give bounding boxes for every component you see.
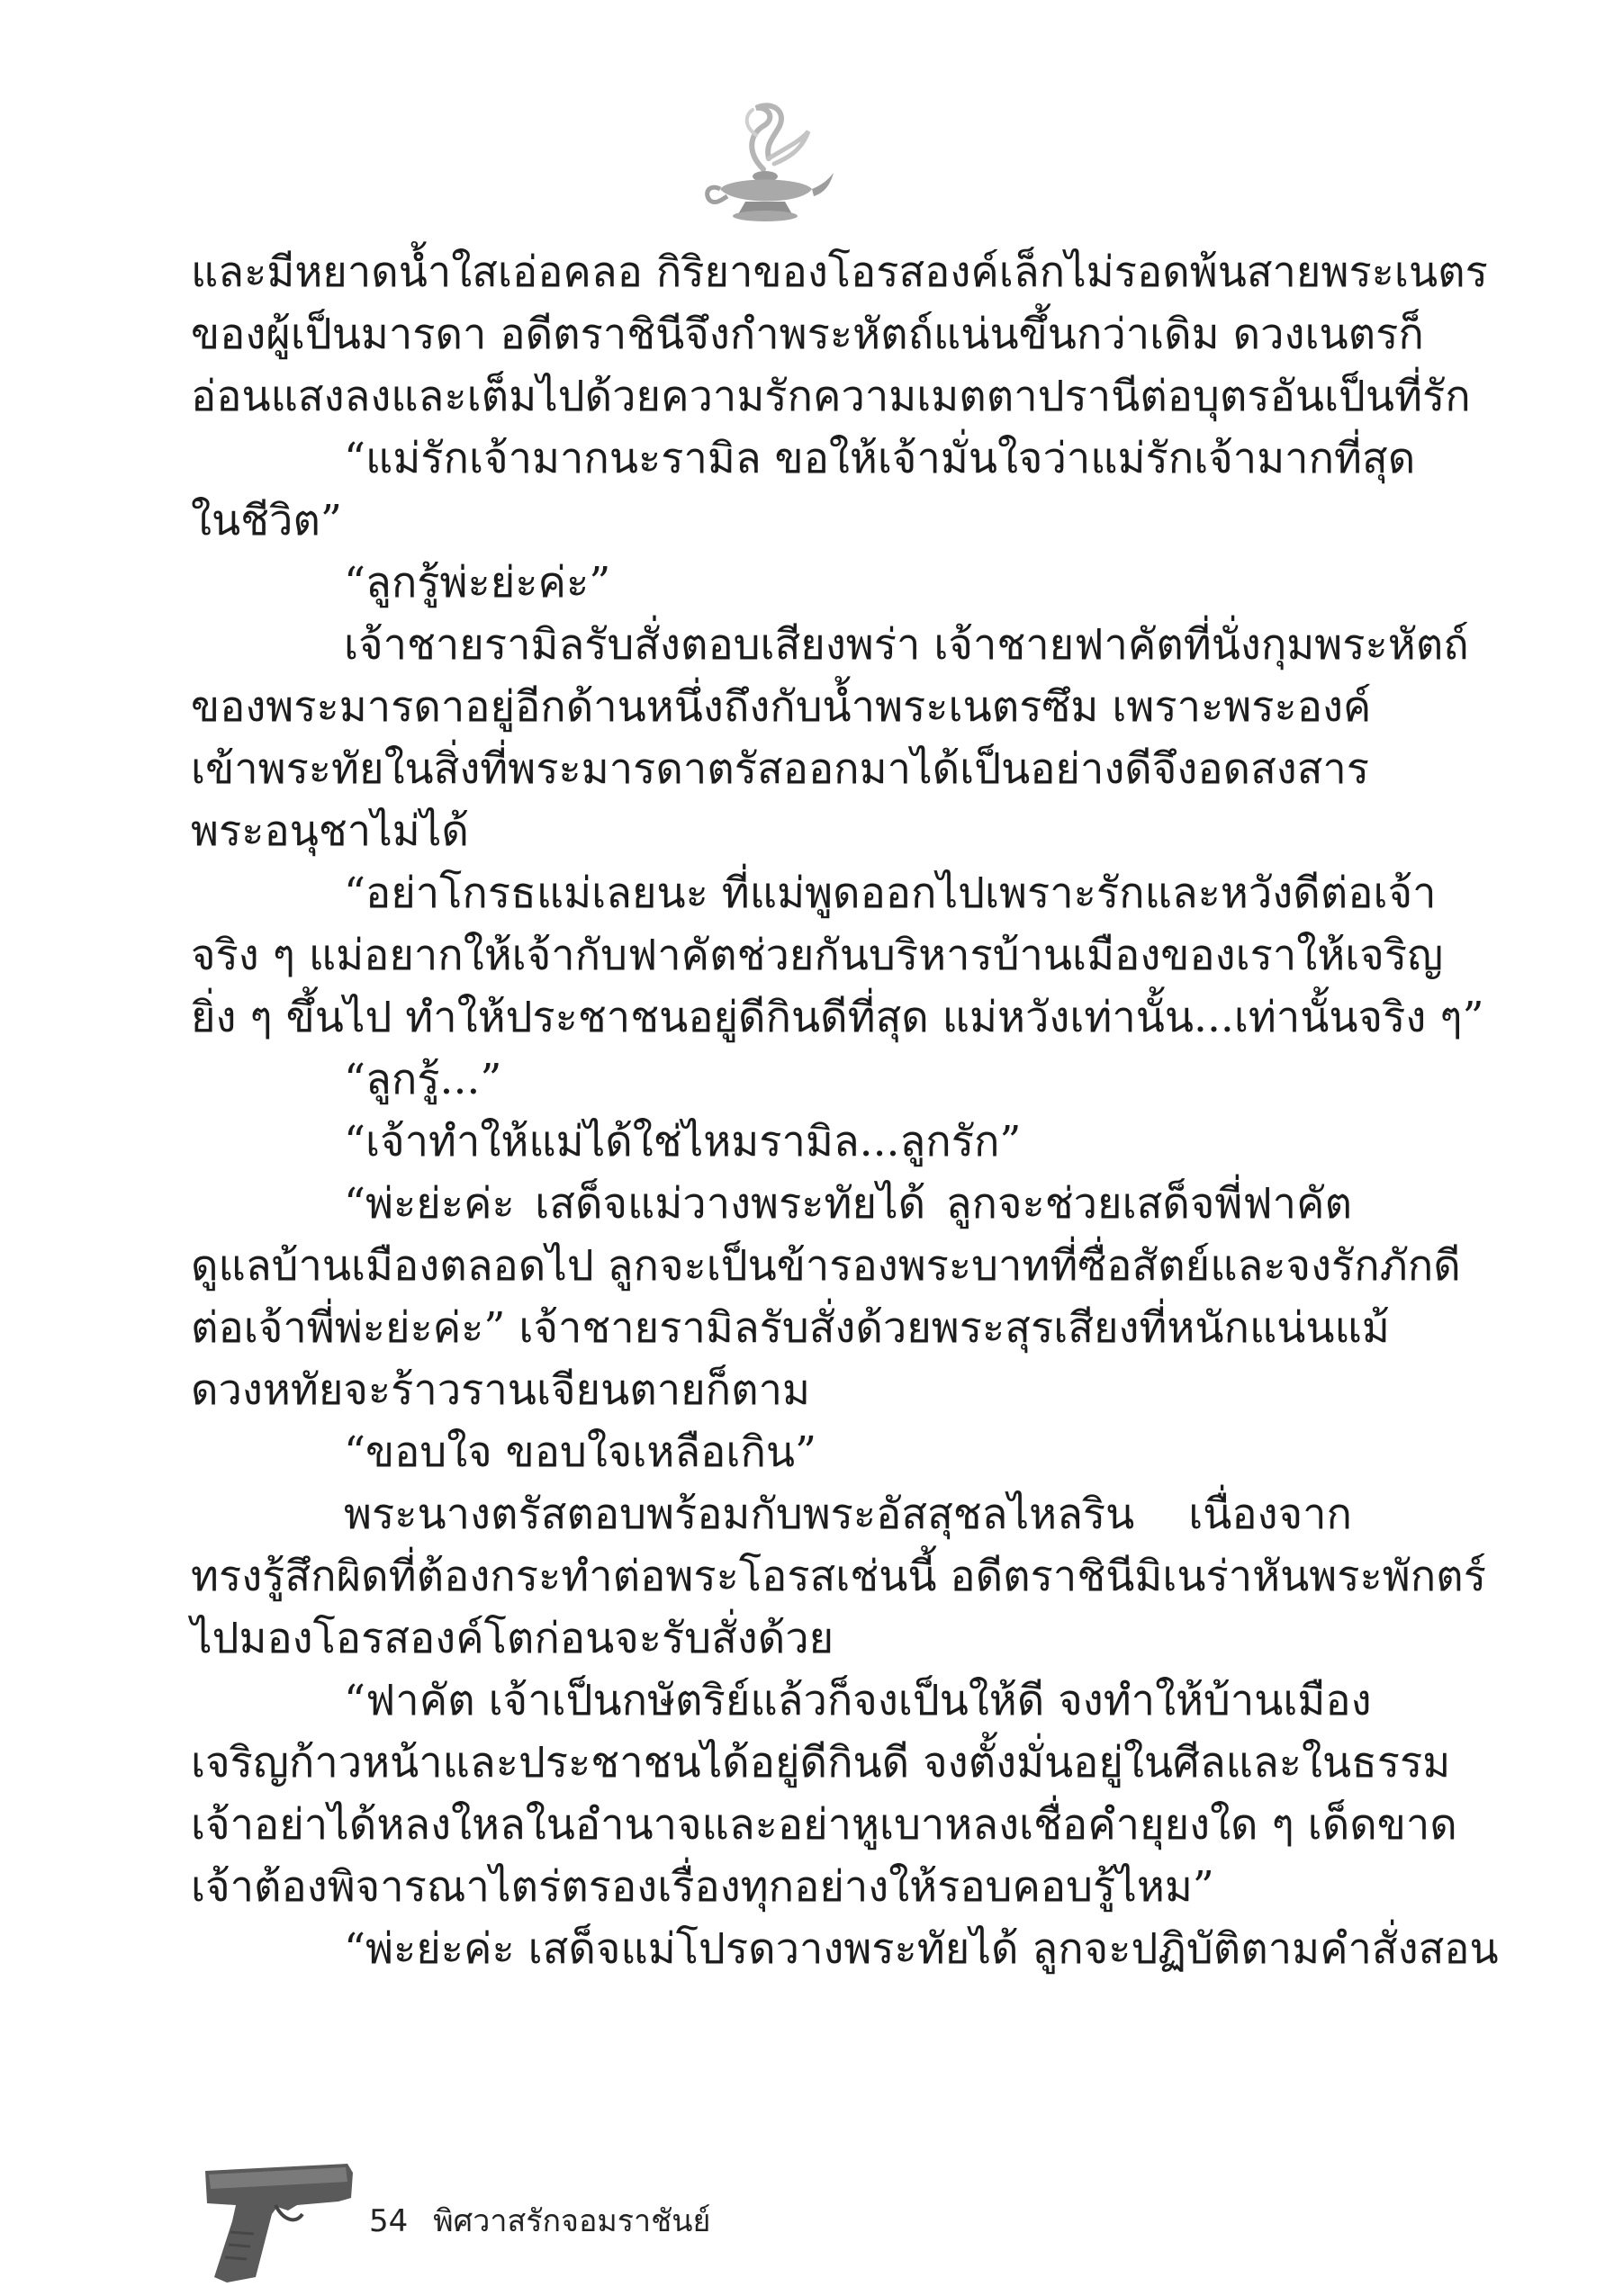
text-line: ทรงรู้สึกผิดที่ต้องกระทำต่อพระโอรสเช่นนี้ อดีตราชินีมิเนร่าหันพระพักตร์ bbox=[191, 1552, 1486, 1601]
text-line: เข้าพระทัยในสิ่งที่พระมารดาตรัสออกมาได้เป็นอย่างดีจึงอดสงสาร bbox=[191, 744, 1370, 794]
text-line: “พ่ะย่ะค่ะ เสด็จแม่วางพระทัยได้ ลูกจะช่วยเสด็จพี่ฟาคัต bbox=[344, 1179, 1352, 1229]
text-line: เจริญก้าวหน้าและประชาชนได้อยู่ดีกินดี จงตั้งมั่นอยู่ในศีลและในธรรม bbox=[191, 1738, 1451, 1787]
text-line: เจ้าอย่าได้หลงใหลในอำนาจและอย่าหูเบาหลงเชื่อคำยุยงใด ๆ เด็ดขาด bbox=[191, 1800, 1457, 1850]
pistol-icon bbox=[189, 2151, 360, 2286]
text-line: พระอนุชาไม่ได้ bbox=[191, 806, 469, 856]
text-line: ยิ่ง ๆ ขึ้นไป ทำให้ประชาชนอยู่ดีกินดีที่สุด แม่หวังเท่านั้น...เท่านั้นจริง ๆ” bbox=[191, 993, 1484, 1042]
page-number: 54 bbox=[369, 2203, 409, 2239]
text-line: เจ้าชายรามิลรับสั่งตอบเสียงพร่า เจ้าชายฟาคัตที่นั่งกุมพระหัตถ์ bbox=[344, 620, 1469, 670]
text-line: ดูแลบ้านเมืองตลอดไป ลูกจะเป็นข้ารองพระบาทที่ซื่อสัตย์และจงรักภักดี bbox=[191, 1241, 1461, 1291]
text-line: “ลูกรู้พ่ะย่ะค่ะ” bbox=[344, 558, 611, 608]
page-footer bbox=[189, 2151, 909, 2286]
text-line: “อย่าโกรธแม่เลยนะ ที่แม่พูดออกไปเพราะรักและหวังดีต่อเจ้า bbox=[344, 869, 1437, 918]
text-line: ในชีวิต” bbox=[191, 496, 342, 545]
text-line: “ลูกรู้...” bbox=[344, 1055, 502, 1104]
text-line: เจ้าต้องพิจารณาไตร่ตรองเรื่องทุกอย่างให้รอบคอบรู้ไหม” bbox=[191, 1862, 1214, 1912]
text-line: “แม่รักเจ้ามากนะรามิล ขอให้เจ้ามั่นใจว่าแม่รักเจ้ามากที่สุด bbox=[344, 434, 1416, 483]
text-line: ของผู้เป็นมารดา อดีตราชินีจึงกำพระหัตถ์แน่นขึ้นกว่าเดิม ดวงเนตรก็ bbox=[191, 310, 1424, 359]
text-line: อ่อนแสงลงและเต็มไปด้วยความรักความเมตตาปรานีต่อบุตรอันเป็นที่รัก bbox=[191, 372, 1471, 421]
book-title: พิศวาสรักจอมราชันย์ bbox=[433, 2203, 711, 2239]
text-line: จริง ๆ แม่อยากให้เจ้ากับฟาคัตช่วยกันบริหารบ้านเมืองของเราให้เจริญ bbox=[191, 931, 1444, 980]
text-line: ต่อเจ้าพี่พ่ะย่ะค่ะ” เจ้าชายรามิลรับสั่งด้วยพระสุรเสียงที่หนักแน่นแม้ bbox=[191, 1303, 1390, 1353]
text-line: พระนางตรัสตอบพร้อมกับพระอัสสุชลไหลริน เนื่องจาก bbox=[344, 1490, 1352, 1539]
chapter-body bbox=[191, 241, 1499, 1980]
text-line: “พ่ะย่ะค่ะ เสด็จแม่โปรดวางพระทัยได้ ลูกจะปฏิบัติตามคำสั่งสอน bbox=[344, 1924, 1499, 1974]
text-line: ดวงหทัยจะร้าวรานเจียนตายก็ตาม bbox=[191, 1365, 811, 1415]
text-line: และมีหยาดน้ำใสเอ่อคลอ กิริยาของโอรสองค์เล็กไม่รอดพ้นสายพระเนตร bbox=[191, 248, 1488, 297]
text-line: “ฟาคัต เจ้าเป็นกษัตริย์แล้วก็จงเป็นให้ดี จงทำให้บ้านเมือง bbox=[344, 1676, 1372, 1725]
genie-lamp-icon bbox=[693, 99, 837, 234]
text-line: ของพระมารดาอยู่อีกด้านหนึ่งถึงกับน้ำพระเนตรซึม เพราะพระองค์ bbox=[191, 682, 1372, 732]
folio bbox=[369, 2196, 710, 2245]
text-line: ไปมองโอรสองค์โตก่อนจะรับสั่งด้วย bbox=[191, 1614, 834, 1663]
text-line: “ขอบใจ ขอบใจเหลือเกิน” bbox=[344, 1427, 817, 1477]
text-line: “เจ้าทำให้แม่ได้ใช่ไหมรามิล...ลูกรัก” bbox=[344, 1117, 1022, 1166]
